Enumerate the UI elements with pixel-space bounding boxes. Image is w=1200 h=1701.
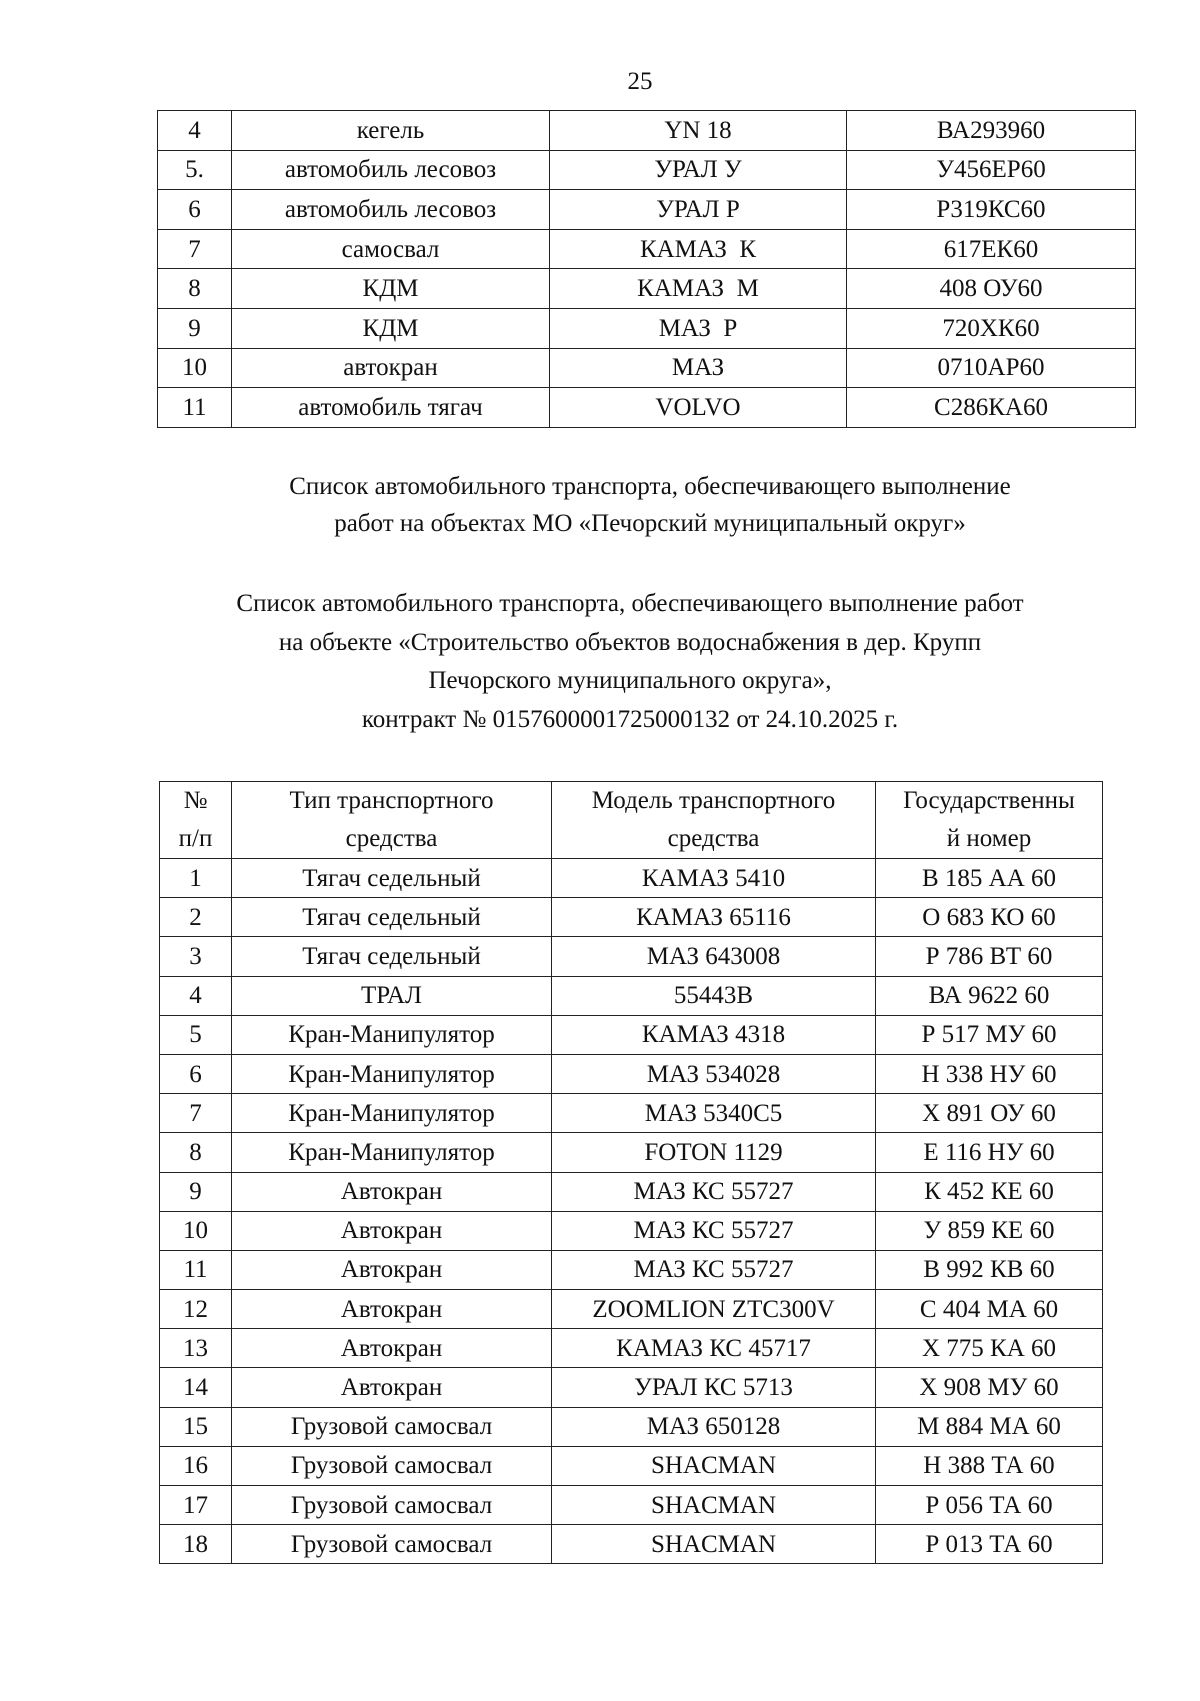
row-number: 14	[160, 1368, 232, 1407]
row-number: 13	[160, 1329, 232, 1368]
row-number: 12	[160, 1290, 232, 1329]
table-row	[160, 1329, 1103, 1368]
table-row	[158, 229, 1136, 269]
heading-line: на объекте «Строительство объектов водоснабжения в дер. Крупп	[278, 628, 982, 656]
row-number: 6	[158, 190, 232, 230]
vehicle-model: КАМАЗ КС 45717	[552, 1329, 876, 1368]
license-plate: М 884 МА 60	[876, 1407, 1103, 1446]
table-row	[160, 1486, 1103, 1525]
row-number: 4	[158, 111, 232, 151]
license-plate: 0710АР60	[847, 348, 1136, 388]
section-heading-mo	[200, 468, 1100, 542]
row-number: 5.	[158, 150, 232, 190]
vehicle-model: МАЗ КС 55727	[552, 1250, 876, 1289]
vehicle-type: Грузовой самосвал	[232, 1446, 552, 1485]
vehicle-type: самосвал	[232, 229, 550, 269]
row-number: 6	[160, 1054, 232, 1093]
vehicle-model: КАМАЗ К	[550, 229, 847, 269]
header-license-plate: Государственны й номер	[876, 782, 1103, 859]
vehicle-type: автокран	[232, 348, 550, 388]
vehicle-type: Кран-Манипулятор	[232, 1054, 552, 1093]
table-row	[160, 1211, 1103, 1250]
license-plate: К 452 КЕ 60	[876, 1172, 1103, 1211]
vehicle-type: КДМ	[232, 308, 550, 348]
table-row	[160, 1368, 1103, 1407]
vehicle-type: Кран-Манипулятор	[232, 1094, 552, 1133]
table-row	[158, 269, 1136, 309]
table-header-row	[160, 782, 1103, 859]
vehicle-model: МАЗ КС 55727	[552, 1211, 876, 1250]
vehicle-type: Тягач седельный	[232, 937, 552, 976]
row-number: 2	[160, 898, 232, 937]
row-number: 16	[160, 1446, 232, 1485]
vehicle-model: МАЗ 643008	[552, 937, 876, 976]
row-number: 10	[158, 348, 232, 388]
heading-line: работ на объектах МО «Печорский муниципальный округ»	[334, 510, 966, 537]
vehicle-model: МАЗ	[550, 348, 847, 388]
header-vehicle-model: Модель транспортного средства	[552, 782, 876, 859]
table-row	[160, 1172, 1103, 1211]
vehicle-type: Автокран	[232, 1290, 552, 1329]
vehicle-type: Грузовой самосвал	[232, 1486, 552, 1525]
table-row	[158, 150, 1136, 190]
license-plate: ВА 9622 60	[876, 976, 1103, 1015]
heading-line: Печорского муниципального округа»,	[428, 667, 832, 694]
license-plate: Р 517 МУ 60	[876, 1015, 1103, 1054]
vehicle-model: УРАЛ КС 5713	[552, 1368, 876, 1407]
table-row	[160, 1525, 1103, 1564]
vehicle-model: МАЗ 5340С5	[552, 1094, 876, 1133]
row-number: 15	[160, 1407, 232, 1446]
row-number: 9	[160, 1172, 232, 1211]
vehicle-type: кегель	[232, 111, 550, 151]
row-number: 7	[160, 1094, 232, 1133]
vehicle-type: Тягач седельный	[232, 859, 552, 898]
table-row	[160, 1250, 1103, 1289]
license-plate: Х 775 КА 60	[876, 1329, 1103, 1368]
vehicle-model: SHACMAN	[552, 1486, 876, 1525]
vehicle-model: ZOOMLION ZTC300V	[552, 1290, 876, 1329]
vehicle-model: МАЗ Р	[550, 308, 847, 348]
license-plate: Н 388 ТА 60	[876, 1446, 1103, 1485]
vehicle-type: Автокран	[232, 1250, 552, 1289]
page-number: 25	[627, 68, 653, 95]
table-row	[158, 190, 1136, 230]
license-plate: Н 338 НУ 60	[876, 1054, 1103, 1093]
license-plate: 617ЕК60	[847, 229, 1136, 269]
row-number: 18	[160, 1525, 232, 1564]
row-number: 8	[158, 269, 232, 309]
row-number: 5	[160, 1015, 232, 1054]
license-plate: 408 ОУ60	[847, 269, 1136, 309]
row-number: 11	[160, 1250, 232, 1289]
vehicle-model: УРАЛ У	[550, 150, 847, 190]
vehicle-type: Автокран	[232, 1329, 552, 1368]
license-plate: Р 013 ТА 60	[876, 1525, 1103, 1564]
license-plate: В 992 КВ 60	[876, 1250, 1103, 1289]
license-plate: У 859 КЕ 60	[876, 1211, 1103, 1250]
vehicle-type: Кран-Манипулятор	[232, 1133, 552, 1172]
vehicle-type: Грузовой самосвал	[232, 1525, 552, 1564]
vehicle-type: Автокран	[232, 1172, 552, 1211]
section-heading-contract	[160, 585, 1100, 739]
vehicle-type: Автокран	[232, 1368, 552, 1407]
table-row	[160, 1133, 1103, 1172]
table-row	[160, 859, 1103, 898]
row-number: 7	[158, 229, 232, 269]
vehicle-model: КАМАЗ 5410	[552, 859, 876, 898]
vehicle-type: автомобиль лесовоз	[232, 190, 550, 230]
table-row	[158, 308, 1136, 348]
table-row	[158, 111, 1136, 151]
vehicle-model: КАМАЗ М	[550, 269, 847, 309]
row-number: 11	[158, 388, 232, 428]
vehicle-type: автомобиль тягач	[232, 388, 550, 428]
vehicle-type: Кран-Манипулятор	[232, 1015, 552, 1054]
row-number: 10	[160, 1211, 232, 1250]
vehicle-type: автомобиль лесовоз	[232, 150, 550, 190]
vehicle-type: Грузовой самосвал	[232, 1407, 552, 1446]
table-row	[160, 937, 1103, 976]
license-plate: С286КА60	[847, 388, 1136, 428]
vehicle-type: КДМ	[232, 269, 550, 309]
vehicle-model: SHACMAN	[552, 1525, 876, 1564]
license-plate: ВА293960	[847, 111, 1136, 151]
license-plate: Е 116 НУ 60	[876, 1133, 1103, 1172]
vehicle-type: Тягач седельный	[232, 898, 552, 937]
license-plate: О 683 КО 60	[876, 898, 1103, 937]
license-plate: Р 786 ВТ 60	[876, 937, 1103, 976]
table-row	[160, 898, 1103, 937]
contract-line: контракт № 0157600001725000132 от 24.10.2025 г.	[361, 705, 899, 733]
heading-line: Список автомобильного транспорта, обеспечивающего выполнение	[289, 473, 1011, 500]
row-number: 17	[160, 1486, 232, 1525]
vehicle-model: КАМАЗ 4318	[552, 1015, 876, 1054]
vehicle-type: Автокран	[232, 1211, 552, 1250]
table-row	[160, 1015, 1103, 1054]
row-number: 9	[158, 308, 232, 348]
table-row	[160, 1094, 1103, 1133]
vehicle-model: 55443В	[552, 976, 876, 1015]
row-number: 1	[160, 859, 232, 898]
license-plate: Р319КС60	[847, 190, 1136, 230]
vehicle-model: УРАЛ Р	[550, 190, 847, 230]
license-plate: Х 891 ОУ 60	[876, 1094, 1103, 1133]
vehicle-model: МАЗ 650128	[552, 1407, 876, 1446]
vehicle-type: ТРАЛ	[232, 976, 552, 1015]
license-plate: В 185 АА 60	[876, 859, 1103, 898]
table-row	[160, 1290, 1103, 1329]
vehicle-model: КАМАЗ 65116	[552, 898, 876, 937]
license-plate: С 404 МА 60	[876, 1290, 1103, 1329]
table-row	[158, 348, 1136, 388]
table-row	[158, 388, 1136, 428]
license-plate: У456ЕР60	[847, 150, 1136, 190]
table-row	[160, 1054, 1103, 1093]
vehicle-model: YN 18	[550, 111, 847, 151]
vehicle-model: МАЗ 534028	[552, 1054, 876, 1093]
table-row	[160, 1446, 1103, 1485]
row-number: 8	[160, 1133, 232, 1172]
license-plate: Х 908 МУ 60	[876, 1368, 1103, 1407]
vehicle-model: FOTON 1129	[552, 1133, 876, 1172]
vehicle-model: VOLVO	[550, 388, 847, 428]
vehicle-table-continued	[157, 110, 1136, 428]
vehicle-model: МАЗ КС 55727	[552, 1172, 876, 1211]
heading-line: Список автомобильного транспорта, обеспечивающего выполнение работ	[236, 590, 1024, 617]
license-plate: Р 056 ТА 60	[876, 1486, 1103, 1525]
row-number: 3	[160, 937, 232, 976]
row-number: 4	[160, 976, 232, 1015]
table-row	[160, 976, 1103, 1015]
vehicle-model: SHACMAN	[552, 1446, 876, 1485]
vehicle-table	[159, 781, 1103, 1564]
license-plate: 720ХК60	[847, 308, 1136, 348]
table-row	[160, 1407, 1103, 1446]
header-vehicle-type: Тип транспортного средства	[232, 782, 552, 859]
header-number: № п/п	[160, 782, 232, 859]
